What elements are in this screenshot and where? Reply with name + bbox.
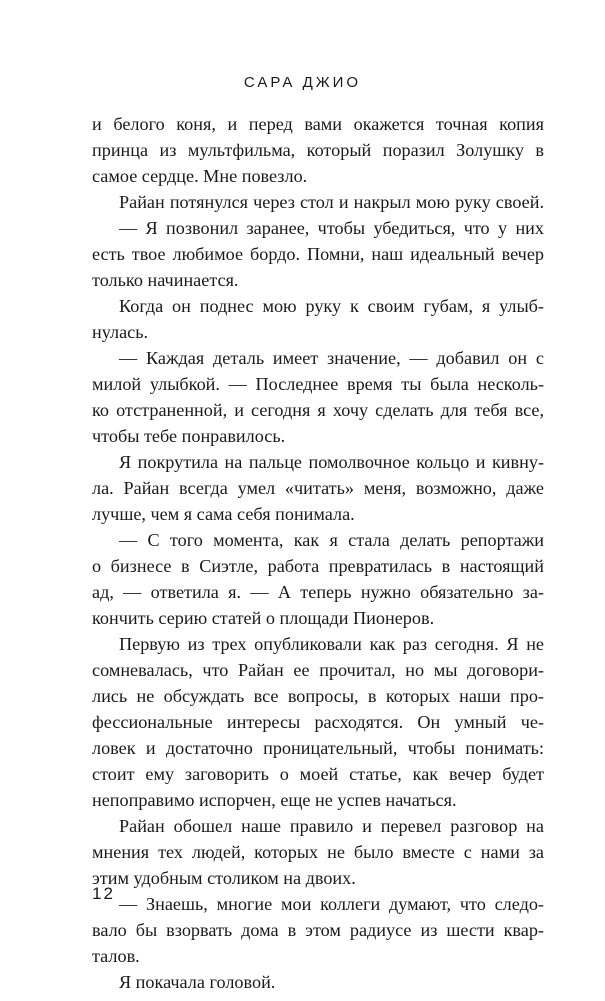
text-line: милой улыбкой. — Последнее время ты была несколь- xyxy=(92,374,544,394)
text-line: о бизнесе в Сиэтле, работа превратилась в настоящий xyxy=(92,556,544,576)
text-line: стоит ему заговорить о моей статье, как вечер будет xyxy=(92,764,544,784)
text-line: — Каждая деталь имеет значение, — добавил он с xyxy=(119,348,544,368)
text-line: есть твое любимое бордо. Помни, наш идеальный вечер xyxy=(92,244,544,264)
text-line: — Знаешь, многие мои коллеги думают, что следо- xyxy=(119,894,544,914)
page-number: 12 xyxy=(92,884,115,903)
text-line: и белого коня, и перед вами окажется точная копия xyxy=(92,114,544,134)
text-line: Я покрутила на пальце помолвочное кольцо и кивну- xyxy=(119,452,544,472)
text-line: — Я позвонил заранее, чтобы убедиться, что у них xyxy=(119,218,544,238)
text-line: ад, — ответила я. — А теперь нужно обязательно за- xyxy=(92,582,544,602)
text-line: чтобы тебе понравилось. xyxy=(92,426,286,446)
text-line: сомневалась, что Райан ее прочитал, но мы договори- xyxy=(92,660,544,680)
text-line: лучше, чем я сама себя понимала. xyxy=(92,504,355,524)
text-line: нулась. xyxy=(92,322,149,342)
text-line: вало бы взорвать дома в этом радиусе из шести квар- xyxy=(92,920,544,940)
text-line: непоправимо испорчен, еще не успев начаться. xyxy=(92,790,457,810)
text-line: — С того момента, как я стала делать репортажи xyxy=(119,530,544,550)
text-line: только начинается. xyxy=(92,270,239,290)
text-line: ловек и достаточно проницательный, чтобы понимать: xyxy=(92,738,544,758)
text-line: кончить серию статей о площади Пионеров. xyxy=(92,608,435,628)
text-line: Я покачала головой. xyxy=(119,972,276,992)
running-head: САРА ДЖИО xyxy=(243,74,362,91)
body-text xyxy=(92,111,544,995)
text-line: Первую из трех опубликовали как раз сегодня. Я не xyxy=(119,634,544,654)
text-line: самое сердце. Мне повезло. xyxy=(92,166,308,186)
text-line: фессиональные интересы расходятся. Он умный че- xyxy=(92,712,544,732)
text-line: лись не обсуждать все вопросы, в которых наши про- xyxy=(92,686,544,706)
text-line: этим удобным столиком на двоих. xyxy=(92,868,356,888)
text-line: мнения тех людей, которых не было вместе с нами за xyxy=(92,842,544,862)
text-line: ко отстраненной, и сегодня я хочу сделать для тебя все, xyxy=(92,400,544,420)
text-line: Райан обошел наше правило и перевел разговор на xyxy=(119,816,544,836)
text-line: Когда он поднес мою руку к своим губам, я улыб- xyxy=(119,296,544,316)
text-line: Райан потянулся через стол и накрыл мою руку своей. xyxy=(119,192,544,212)
text-line: ла. Райан всегда умел «читать» меня, возможно, даже xyxy=(92,478,544,498)
text-line: талов. xyxy=(92,946,140,966)
text-line: принца из мультфильма, который поразил Золушку в xyxy=(92,140,544,160)
